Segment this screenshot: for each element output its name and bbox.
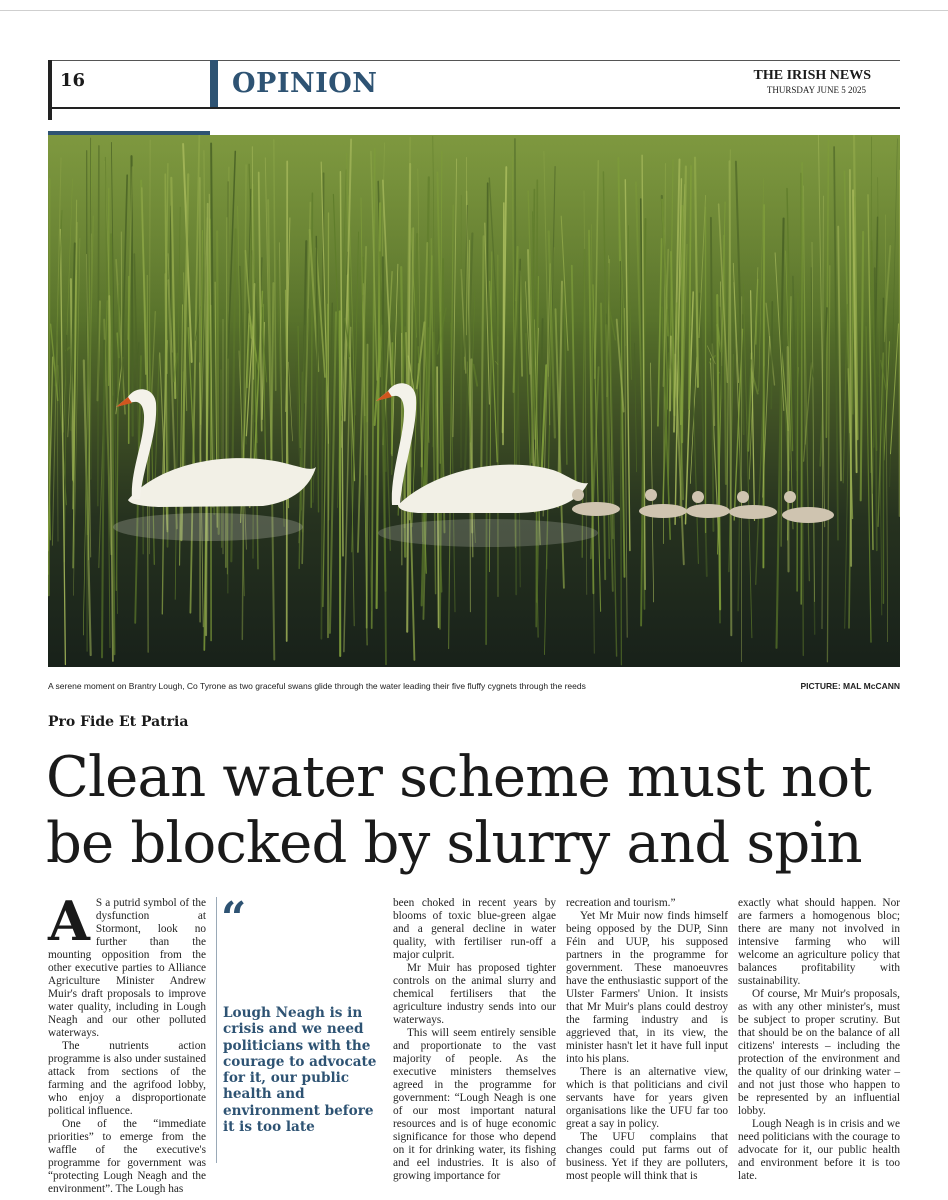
swans-illustration bbox=[48, 135, 900, 667]
article-column-1 bbox=[48, 889, 206, 1196]
paragraph: been choked in recent years by blooms of toxic blue-green algae and a general decline in water quality, with fertiliser run-off a major culprit. bbox=[393, 897, 556, 961]
paragraph: Of course, Mr Muir's proposals, as with any other minister's, must be subject to proper scrutiny. But that should be on the balance of all citizens' interests – including the protection of the environment and the quality of our drinking water – and not just those who happen to be represented by an influential lobby. bbox=[738, 988, 900, 1117]
masthead-top-rule bbox=[48, 60, 900, 61]
article-column-5 bbox=[738, 897, 900, 1183]
pull-quote bbox=[216, 893, 383, 1163]
paragraph: Lough Neagh is in crisis and we need politicians with the courage to advocate for it, our public health and environment before it is too late. bbox=[738, 1118, 900, 1182]
masthead-left-tick bbox=[48, 60, 52, 120]
paragraph: exactly what should happen. Nor are farmers a homogenous bloc; there are many not involved in intensive farming who will welcome an agriculture policy that balances profitability with sustainability. bbox=[738, 897, 900, 987]
paragraph: The UFU complains that changes could put farms out of business. Yet if they are polluters, most people will think that is bbox=[566, 1131, 728, 1182]
section-title: OPINION bbox=[232, 68, 378, 99]
article-column-4 bbox=[566, 897, 728, 1183]
pull-quote-text: Lough Neagh is in crisis and we need politicians with the courage to advocate for it, our public health and environment before it is too late bbox=[223, 1005, 377, 1136]
quote-mark-icon: “ bbox=[221, 893, 247, 944]
page-top-rule bbox=[0, 10, 948, 11]
swans-photo bbox=[48, 135, 900, 667]
paragraph: Mr Muir has proposed tighter controls on the animal slurry and chemical fertilisers that the agriculture industry sends into our waterways. bbox=[393, 962, 556, 1026]
article-headline: Clean water scheme must not be blocked by slurry and spin bbox=[46, 745, 871, 876]
paragraph: Yet Mr Muir now finds himself being opposed by the DUP, Sinn Féin and UUP, his supposed partners in the programme for government. These manoeuvres have the enthusiastic support of the Ulster Farmers' Union. It insists that Mr Muir's plans could destroy the farming industry and is aggrieved that, in its view, the minister hasn't let it have full input into his plans. bbox=[566, 910, 728, 1065]
issue-date: THURSDAY JUNE 5 2025 bbox=[766, 85, 866, 95]
paragraph: One of the “immediate priorities” to emerge from the waffle of the executive's programme for government was “protecting Lough Neagh and the environment”. The Lough has bbox=[48, 1118, 206, 1195]
paragraph: recreation and tourism.” bbox=[566, 897, 676, 909]
section-accent-bar bbox=[210, 60, 218, 108]
masthead-bottom-rule bbox=[48, 107, 900, 109]
photo-caption: A serene moment on Brantry Lough, Co Tyrone as two graceful swans glide through the water leading their five fluffy cygnets through the reeds bbox=[48, 681, 586, 691]
article-column-3 bbox=[393, 897, 556, 1183]
column-kicker: Pro Fide Et Patria bbox=[48, 714, 189, 730]
page-number: 16 bbox=[60, 70, 86, 91]
paragraph: This will seem entirely sensible and proportionate to the vast majority of people. As the executive ministers themselves agreed in the programme for government: “Lough Neagh is one of our most important natural resources and is of huge economic significance for those who depend on it for drinking water, its fishing and eel industries. It is also of growing importance for bbox=[393, 1027, 556, 1182]
paragraph: There is an alternative view, which is that politicians and civil servants have for years given organisations like the UFU far too great a say in policy. bbox=[566, 1066, 728, 1130]
paragraph: The nutrients action programme is also under sustained attack from sections of the farming and the agrifood lobby, who enjoy a disproportionate political influence. bbox=[48, 1040, 206, 1117]
paragraph: S a putrid symbol of the dysfunction at Stormont, look no further than the mounting opposition from the other executive parties to Alliance Agriculture Minister Andrew Muir's draft proposals to improve water quality, including in Lough Neagh and our other polluted waterways. bbox=[48, 897, 206, 1039]
photo-credit: PICTURE: MAL McCANN bbox=[800, 681, 900, 691]
newspaper-name: THE IRISH NEWS bbox=[753, 68, 871, 83]
drop-cap: A bbox=[48, 889, 90, 953]
